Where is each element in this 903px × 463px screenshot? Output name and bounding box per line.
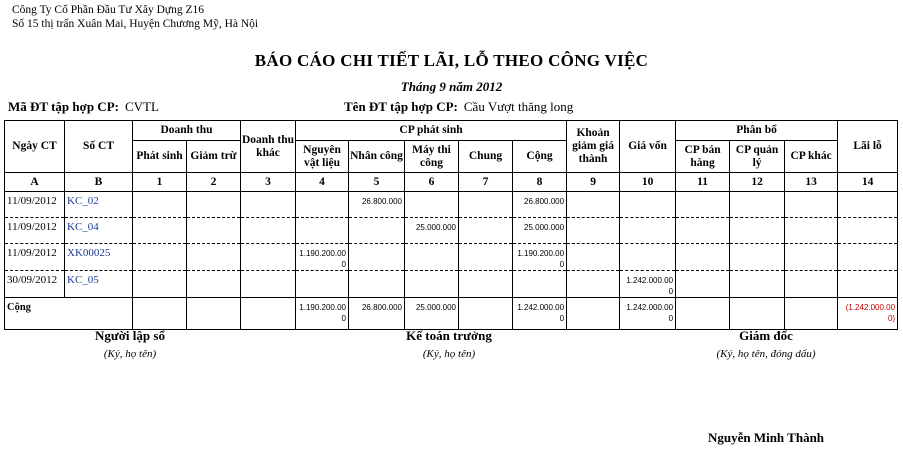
row-value — [349, 244, 405, 271]
row-value — [513, 271, 567, 298]
header-date: Ngày CT — [5, 121, 65, 173]
row-value — [730, 244, 785, 271]
cost-object-code-value: CVTL — [124, 99, 159, 114]
row-value — [459, 218, 513, 244]
row-date: 11/09/2012 — [5, 218, 65, 244]
header-other-revenue: Doanh thu khác — [241, 121, 296, 173]
row-value — [187, 218, 241, 244]
row-value — [296, 271, 349, 298]
row-doc-link[interactable]: XK00025 — [65, 244, 133, 271]
header-doc-no: Số CT — [65, 121, 133, 173]
total-row — [5, 298, 898, 330]
row-doc-link[interactable]: KC_05 — [65, 271, 133, 298]
total-value — [241, 298, 296, 330]
row-value — [241, 192, 296, 218]
header-labor: Nhân công — [349, 141, 405, 173]
header-revenue: Doanh thu — [133, 121, 241, 141]
column-index: 11 — [676, 173, 730, 192]
director-note: (Ký, họ tên, đóng dấu) — [716, 348, 816, 360]
header-materials: Nguyên vật liệu — [296, 141, 349, 173]
row-value: 1.190.200.000 — [296, 244, 349, 271]
total-value — [187, 298, 241, 330]
row-value — [676, 271, 730, 298]
total-value: 1.242.000.000 — [513, 298, 567, 330]
cost-object-code-label: Mã ĐT tập hợp CP: — [8, 99, 119, 114]
row-value — [567, 271, 620, 298]
cost-object-name-label: Tên ĐT tập hợp CP: — [344, 99, 458, 114]
row-value: 25.000.000 — [513, 218, 567, 244]
total-value: 1.190.200.000 — [296, 298, 349, 330]
table-row — [5, 192, 898, 218]
row-value — [730, 218, 785, 244]
total-value — [459, 298, 513, 330]
row-value: 1.242.000.000 — [620, 271, 676, 298]
row-doc-link[interactable]: KC_02 — [65, 192, 133, 218]
table-row — [5, 218, 898, 244]
cost-object-name — [344, 99, 573, 115]
row-value — [296, 192, 349, 218]
total-value — [676, 298, 730, 330]
total-value — [730, 298, 785, 330]
row-value — [785, 218, 838, 244]
total-value: 26.800.000 — [349, 298, 405, 330]
row-value — [187, 271, 241, 298]
row-value — [187, 244, 241, 271]
column-index: 2 — [187, 173, 241, 192]
row-value: 26.800.000 — [349, 192, 405, 218]
row-value — [133, 244, 187, 271]
row-value — [785, 192, 838, 218]
header-cost-total: Cộng — [513, 141, 567, 173]
total-value — [133, 298, 187, 330]
column-index: 7 — [459, 173, 513, 192]
row-value: 25.000.000 — [405, 218, 459, 244]
row-value — [405, 244, 459, 271]
company-header — [12, 3, 258, 31]
header-allocation: Phân bổ — [676, 121, 838, 141]
row-value — [620, 192, 676, 218]
row-value — [620, 244, 676, 271]
report-period: Tháng 9 năm 2012 — [400, 79, 503, 94]
column-index: 14 — [838, 173, 898, 192]
column-index: B — [65, 173, 133, 192]
row-value — [567, 244, 620, 271]
row-value — [405, 192, 459, 218]
header-cogs: Giá vốn — [620, 121, 676, 173]
row-value — [241, 218, 296, 244]
column-index: 5 — [349, 173, 405, 192]
header-selling: CP bán hàng — [676, 141, 730, 173]
row-value — [133, 218, 187, 244]
row-value — [459, 244, 513, 271]
row-value — [296, 218, 349, 244]
row-date: 11/09/2012 — [5, 192, 65, 218]
column-index: 3 — [241, 173, 296, 192]
row-value — [405, 271, 459, 298]
row-value — [133, 271, 187, 298]
column-index: 6 — [405, 173, 459, 192]
row-value — [187, 192, 241, 218]
row-value — [838, 218, 898, 244]
total-value — [567, 298, 620, 330]
row-value — [676, 244, 730, 271]
row-value: 26.800.000 — [513, 192, 567, 218]
total-value: 1.242.000.000 — [620, 298, 676, 330]
row-value — [349, 271, 405, 298]
row-value — [676, 192, 730, 218]
table-row — [5, 271, 898, 298]
column-index: 12 — [730, 173, 785, 192]
header-cost-incurred: CP phát sinh — [296, 121, 567, 141]
total-label: Cộng — [5, 298, 133, 330]
column-index: 10 — [620, 173, 676, 192]
header-cost-reduction: Khoản giảm giá thành — [567, 121, 620, 173]
header-profit-loss: Lãi lỗ — [838, 121, 898, 173]
header-general: Chung — [459, 141, 513, 173]
chief-accountant-title: Kế toán trưởng — [406, 328, 492, 343]
table-row — [5, 244, 898, 271]
column-index: A — [5, 173, 65, 192]
row-value — [459, 271, 513, 298]
row-value — [676, 218, 730, 244]
header-revenue-reduction: Giảm trừ — [187, 141, 241, 173]
row-doc-link[interactable]: KC_04 — [65, 218, 133, 244]
row-value — [567, 218, 620, 244]
header-other-cost: CP khác — [785, 141, 838, 173]
company-address: Số 15 thị trấn Xuân Mai, Huyện Chương Mỹ, Hà Nội — [12, 18, 259, 30]
row-value — [241, 271, 296, 298]
column-index: 9 — [567, 173, 620, 192]
column-index: 8 — [513, 173, 567, 192]
cost-object-code — [8, 99, 159, 115]
row-value: 1.190.200.000 — [513, 244, 567, 271]
column-index: 13 — [785, 173, 838, 192]
row-value — [241, 244, 296, 271]
row-value — [785, 244, 838, 271]
row-value — [459, 192, 513, 218]
row-value — [620, 218, 676, 244]
row-value — [567, 192, 620, 218]
report-title: BÁO CÁO CHI TIẾT LÃI, LỖ THEO CÔNG VIỆC — [254, 51, 649, 70]
column-index: 1 — [133, 173, 187, 192]
chief-accountant-note: (Ký, họ tên) — [422, 348, 476, 360]
director-name: Nguyễn Minh Thành — [707, 430, 825, 445]
company-name: Công Ty Cổ Phần Đầu Tư Xây Dựng Z16 — [12, 4, 205, 16]
row-value — [730, 271, 785, 298]
row-value — [838, 244, 898, 271]
row-value — [838, 192, 898, 218]
header-machinery: Máy thi công — [405, 141, 459, 173]
column-index: 4 — [296, 173, 349, 192]
row-value — [785, 271, 838, 298]
preparer-note: (Ký, họ tên) — [103, 348, 157, 360]
column-index-row — [5, 173, 898, 192]
profit-loss-table — [4, 120, 898, 330]
row-value — [133, 192, 187, 218]
header-admin: CP quản lý — [730, 141, 785, 173]
total-value — [785, 298, 838, 330]
cost-object-name-value: Cầu Vượt thăng long — [463, 99, 574, 114]
row-date: 11/09/2012 — [5, 244, 65, 271]
row-value — [349, 218, 405, 244]
row-value — [730, 192, 785, 218]
preparer-title: Người lập sổ — [95, 328, 165, 343]
row-date: 30/09/2012 — [5, 271, 65, 298]
header-revenue-incurred: Phát sinh — [133, 141, 187, 173]
total-value: (1.242.000.000) — [838, 298, 898, 330]
director-title: Giám đốc — [739, 328, 793, 343]
total-value: 25.000.000 — [405, 298, 459, 330]
row-value — [838, 271, 898, 298]
